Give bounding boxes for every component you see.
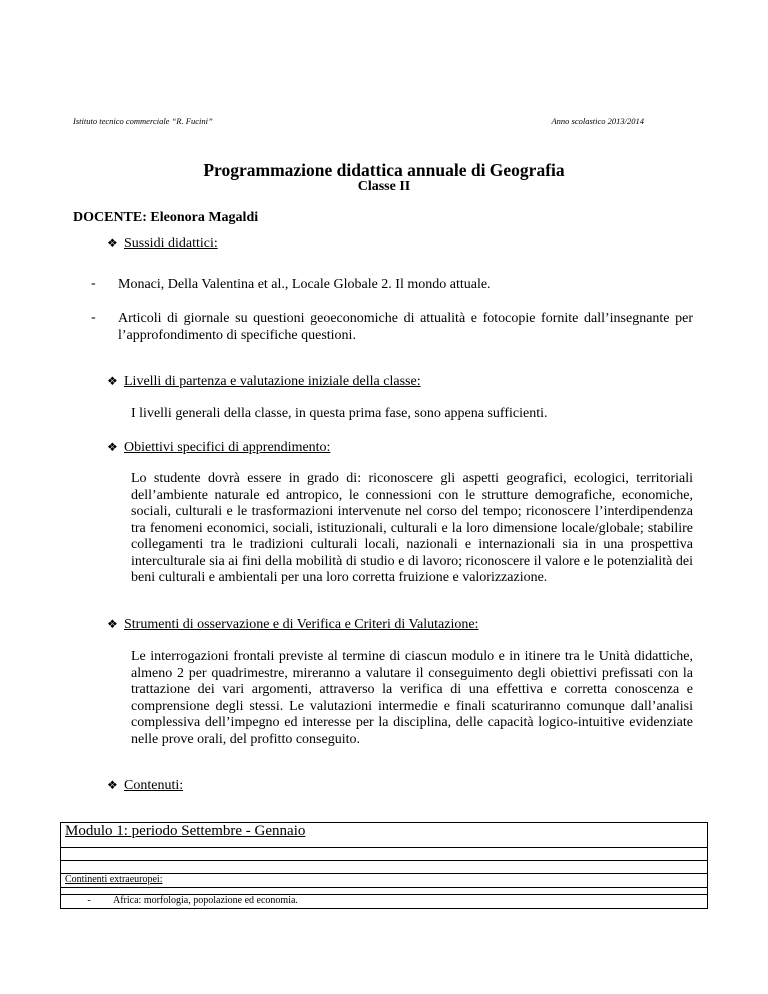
table-row xyxy=(61,874,708,888)
diamond-bullet-icon: ❖ xyxy=(107,440,118,454)
module-table xyxy=(60,822,708,909)
list-item: Articoli di giornale su questioni geoeconomiche di attualità e fotocopie fornite dall’insegnante per l’approfondimento di specifiche questioni. xyxy=(118,311,693,343)
dash-bullet-icon: - xyxy=(87,895,91,906)
dash-bullet-icon: - xyxy=(91,310,96,325)
header-school-year: Anno scolastico 2013/2014 xyxy=(551,116,644,126)
section-obiettivi xyxy=(107,440,330,456)
module-item: - Africa: morfologia, popolazione ed economia. xyxy=(61,895,708,909)
document-title: Programmazione didattica annuale di Geografia xyxy=(203,160,565,180)
list-item: Monaci, Della Valentina et al., Locale Globale 2. Il mondo attuale. xyxy=(118,277,491,292)
table-row xyxy=(61,888,708,895)
section-contenuti-label: Contenuti: xyxy=(124,778,184,793)
header-school: Istituto tecnico commerciale “R. Fucini” xyxy=(73,116,213,126)
diamond-bullet-icon: ❖ xyxy=(107,778,118,792)
section-livelli xyxy=(107,374,421,390)
diamond-bullet-icon: ❖ xyxy=(107,374,118,388)
diamond-bullet-icon: ❖ xyxy=(107,236,118,250)
section-livelli-label: Livelli di partenza e valutazione iniziale della classe: xyxy=(124,374,421,389)
section-strumenti-label: Strumenti di osservazione e di Verifica e Criteri di Valutazione: xyxy=(124,617,479,632)
dash-bullet-icon: - xyxy=(91,276,96,291)
teacher-line: DOCENTE: Eleonora Magaldi xyxy=(73,210,259,225)
section-obiettivi-label: Obiettivi specifici di apprendimento: xyxy=(124,440,331,455)
table-row xyxy=(61,848,708,861)
module-heading: Continenti extraeuropei: xyxy=(61,874,708,888)
table-row xyxy=(61,823,708,848)
section-strumenti xyxy=(107,617,478,633)
section-strumenti-text: Le interrogazioni frontali previste al termine di ciascun modulo e in itinere tra le Unità didattiche, almeno 2 per quadrimestre, mireranno a valutare il conseguimento degli obiettivi prefissati con la trattazione dei vari argomenti, attraverso la verifica di una effettiva e corretta conoscenza e comprensione degli stessi. Le valutazioni intermedie e finali scaturiranno comunque dall’analisi complessiva dell’impegno ed interesse per la disciplina, delle capacità logico-intuitive evidenziate nelle prove orali, del profitto conseguito. xyxy=(131,649,693,747)
diamond-bullet-icon: ❖ xyxy=(107,617,118,631)
table-row xyxy=(61,861,708,874)
section-sussidi-label: Sussidi didattici: xyxy=(124,236,218,251)
table-row xyxy=(61,895,708,909)
section-obiettivi-text: Lo studente dovrà essere in grado di: riconoscere gli aspetti geografici, ecologici, territoriali dell’ambiente naturale ed antropico, le connessioni con le strutture demografiche, economiche, sociali, culturali e le trasformazioni intervenute nel corso del tempo; riconoscere l’interdipendenza tra fenomeni economici, sociali, istituzionali, culturali e la loro dimensione locale/globale; stabilire collegamenti tra le tradizioni culturali locali, nazionali e internazionali sia in una prospettiva interculturale sia ai fini della mobilità di studio e di lavoro; riconoscere il valore e le potenzialità dei beni culturali e ambientali per una loro corretta fruizione e valorizzazione. xyxy=(131,471,693,585)
module-title: Modulo 1: periodo Settembre - Gennaio xyxy=(61,823,708,848)
document-subtitle: Classe II xyxy=(357,179,411,194)
section-sussidi xyxy=(107,236,218,252)
section-livelli-text: I livelli generali della classe, in questa prima fase, sono appena sufficienti. xyxy=(131,406,548,421)
section-contenuti xyxy=(107,778,183,794)
